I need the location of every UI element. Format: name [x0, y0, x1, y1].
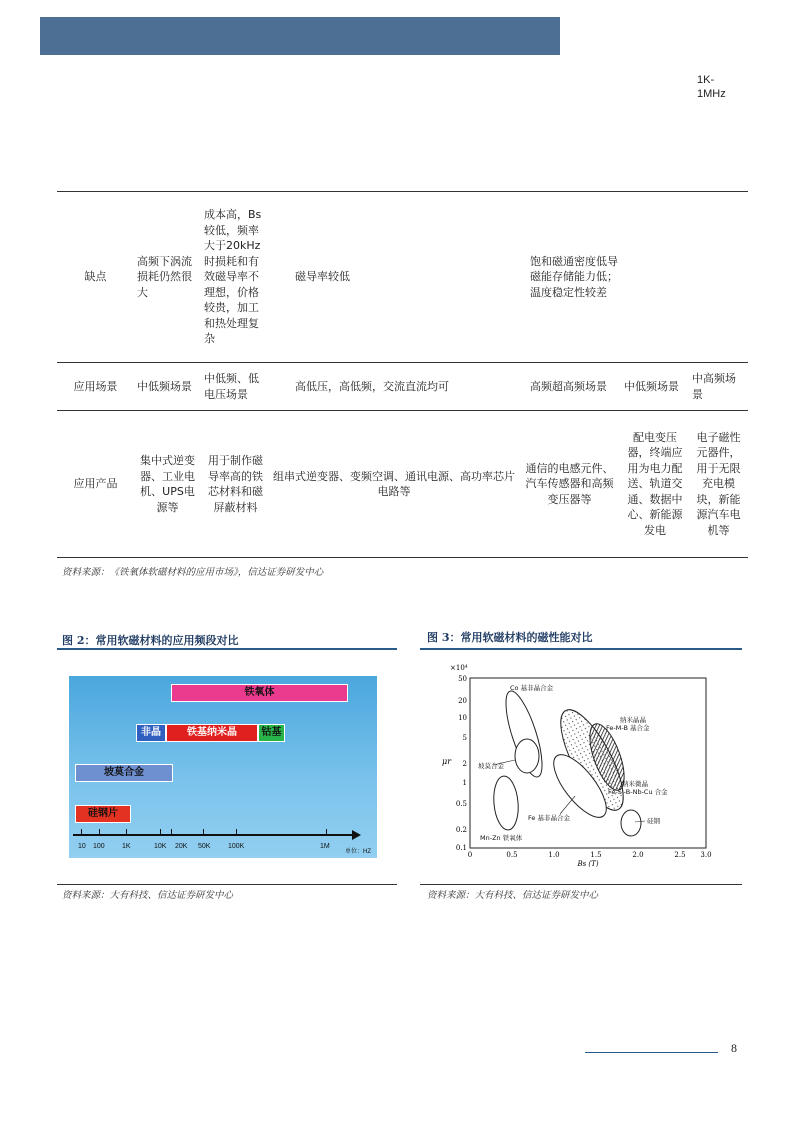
label-nanocrystal-2: 纳米微晶 Fe-Si-B-Nb-Cu 合金 [608, 780, 668, 796]
table-cell [689, 192, 748, 363]
tick-label: 10K [154, 843, 167, 850]
x-tick: 0 [467, 851, 473, 859]
y-tick: 0.1 [455, 844, 467, 852]
tick-label: 100K [228, 843, 245, 850]
y-tick: 2 [462, 760, 467, 768]
tick-label: 20K [175, 843, 188, 850]
tick-label: 50K [198, 843, 211, 850]
fig3-title-rule [420, 648, 742, 650]
y-tick: 1 [462, 779, 467, 787]
y-tick: 50 [458, 675, 467, 683]
bar-silicon-steel: 硅钢片 [75, 805, 131, 823]
table-cell: 高低压，高低频，交流直流均可 [270, 363, 518, 411]
tick-mark [99, 829, 100, 835]
row-label: 应用场景 [57, 363, 134, 411]
x-tick: 1.0 [548, 851, 560, 859]
tick-label: 100 [93, 843, 105, 850]
table-cell [621, 192, 689, 363]
fig2-title-rule [57, 648, 397, 650]
tick-mark [203, 829, 204, 835]
fig3-source: 资料来源：大有科技、信达证券研发中心 [427, 890, 599, 901]
fig2-source: 资料来源：大有科技、信达证券研发中心 [62, 890, 234, 901]
table-cell: 成本高，Bs较低，频率大于20kHz时损耗和有效磁导率不理想，价格较贵，加工和热处理复杂 [201, 192, 270, 363]
label-silicon-steel: 硅钢 [647, 817, 660, 825]
unit-label: 单位：HZ [345, 849, 371, 855]
label-nanocrystal-1: 纳米晶晶 Fe-M-B 基合金 [606, 716, 650, 732]
fig3-bottom-rule [420, 884, 742, 885]
table-source: 资料来源：《铁氧体软磁材料的应用市场》，信达证券研发中心 [62, 567, 324, 578]
y-tick: 0.2 [455, 826, 467, 834]
region-mnzn-ferrite [492, 775, 521, 831]
x-tick: 0.5 [506, 851, 518, 859]
row-label: 应用产品 [57, 411, 134, 558]
table-cell: 集中式逆变器、工业电机、UPS电源等 [134, 411, 201, 558]
table-cell: 用于制作磁导率高的铁芯材料和磁屏蔽材料 [201, 411, 270, 558]
label-mnzn-ferrite: Mn-Zn 铁氧体 [480, 834, 523, 842]
table-cell: 高频超高频场景 [518, 363, 621, 411]
bar-amorphous: 非晶 [136, 724, 166, 742]
x-tick: 3.0 [700, 851, 712, 859]
comparison-table [57, 191, 748, 558]
footer-line [585, 1052, 718, 1053]
page-number: 8 [731, 1041, 737, 1055]
bar-nanocrystalline: 铁基纳米晶 [166, 724, 258, 742]
fig2-bottom-rule [57, 884, 397, 885]
table-cell: 中低频场景 [621, 363, 689, 411]
table-cell: 高频下涡流损耗仍然很大 [134, 192, 201, 363]
tick-label: 10 [78, 843, 86, 850]
row-label: 缺点 [57, 192, 134, 363]
table-cell: 电子磁性元器件，用于无限充电模块，新能源汽车电机等 [689, 411, 748, 558]
table-row [57, 411, 748, 558]
tick-mark [326, 829, 327, 835]
table-row [57, 192, 748, 363]
table-cell: 中高频场景 [689, 363, 748, 411]
table-cell: 饱和磁通密度低导磁能存储能力低；温度稳定性较差 [518, 192, 621, 363]
x-axis-label: Bs (T) [577, 860, 599, 868]
label-permalloy: 坡莫合金 [478, 762, 504, 770]
freq-axis [73, 834, 355, 836]
x-tick-labels [468, 851, 712, 859]
label-co-amorphous: Co 基非晶合金 [510, 684, 554, 692]
tick-mark [160, 829, 161, 835]
table-cell: 配电变压器，终端应用为电力配送、轨道交通、数据中心、新能源发电 [621, 411, 689, 558]
table-cell: 组串式逆变器、变频空调、通讯电源、高功率芯片电路等 [270, 411, 518, 558]
tick-mark [236, 829, 237, 835]
tick-mark [81, 829, 82, 835]
bar-cobalt: 钴基 [258, 724, 285, 742]
label-fe-amorphous: Fe 基非晶合金 [528, 814, 570, 822]
y-tick: 0.5 [455, 800, 467, 808]
magnetic-property-chart [420, 656, 742, 868]
frequency-chart [69, 676, 377, 858]
x-tick: 1.5 [590, 851, 602, 859]
leader-line [560, 796, 575, 814]
frequency-note: 1K- 1MHz [697, 74, 726, 100]
tick-mark [171, 829, 172, 835]
region-silicon-steel [621, 810, 641, 836]
y-tick: 10 [458, 714, 467, 722]
tick-label: 1M [320, 843, 330, 850]
x-tick: 2.5 [674, 851, 686, 859]
bar-ferrite: 铁氧体 [171, 684, 348, 702]
x-tick: 2.0 [632, 851, 644, 859]
header-bar [40, 17, 560, 55]
axis-arrow-icon [352, 830, 361, 840]
y-axis-label: μr [442, 757, 452, 766]
tick-mark [126, 829, 127, 835]
table-cell: 中低频场景 [134, 363, 201, 411]
y-tick-labels [456, 675, 467, 852]
tick-label: 1K [122, 843, 131, 850]
table-cell: 中低频、低电压场景 [201, 363, 270, 411]
y-tick: 20 [458, 697, 467, 705]
y-exponent: ×10⁴ [450, 664, 468, 672]
y-tick: 5 [462, 734, 467, 742]
fig3-title: 图 3：常用软磁材料的磁性能对比 [427, 631, 593, 644]
bar-permalloy: 坡莫合金 [75, 764, 173, 782]
table-cell: 磁导率较低 [270, 192, 518, 363]
region-permalloy [515, 739, 539, 773]
table-cell: 通信的电感元件、汽车传感器和高频变压器等 [518, 411, 621, 558]
table-row [57, 363, 748, 411]
fig2-title: 图 2：常用软磁材料的应用频段对比 [62, 634, 239, 647]
